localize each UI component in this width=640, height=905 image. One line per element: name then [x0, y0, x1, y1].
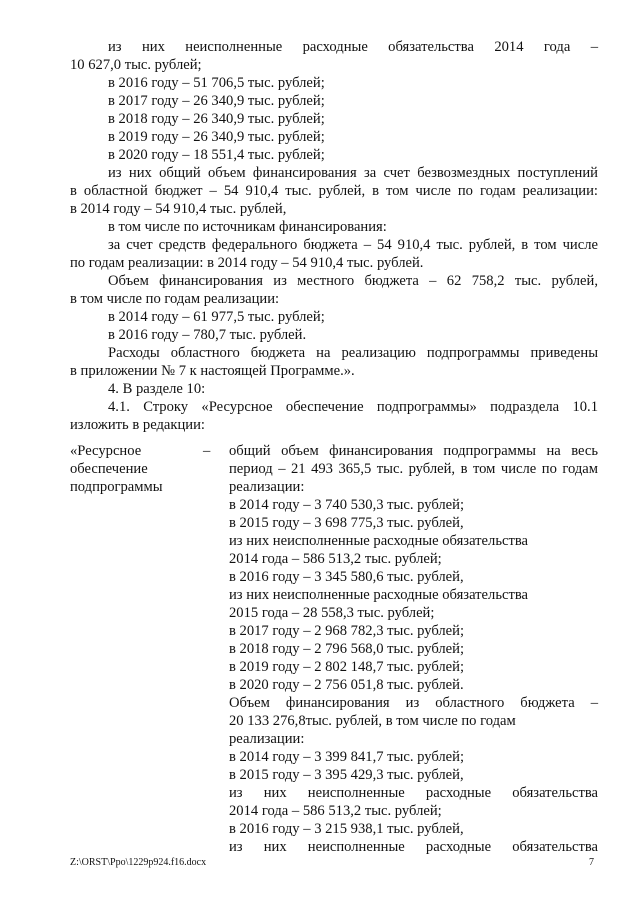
table-value-line: 20 133 276,8тыс. рублей, в том числе по годам — [229, 713, 516, 729]
text-line: из них общий объем финансирования за счет безвозмездных поступлений — [108, 165, 598, 181]
text-line: в том числе по источникам финансирования: — [108, 219, 387, 235]
table-value-line: в 2020 году – 2 756 051,8 тыс. рублей. — [229, 677, 464, 693]
text-line: в 2014 году – 61 977,5 тыс. рублей; — [108, 309, 325, 325]
text-line: 4. В разделе 10: — [108, 381, 206, 397]
table-value-line: 2014 года – 586 513,2 тыс. рублей; — [229, 551, 442, 567]
text-line: изложить в редакции: — [70, 417, 205, 433]
text-line: по годам реализации: в 2014 году – 54 910,4 тыс. рублей. — [70, 255, 424, 271]
table-value-line: Объем финансирования из областного бюджета – — [229, 695, 598, 711]
footer-page-number: 7 — [589, 857, 594, 868]
text-line: 4.1. Строку «Ресурсное обеспечение подпрограммы» подраздела 10.1 — [108, 399, 598, 415]
table-value-line: в 2014 году – 3 740 530,3 тыс. рублей; — [229, 497, 465, 513]
text-line: в 2017 году – 26 340,9 тыс. рублей; — [108, 93, 325, 109]
table-label-line: подпрограммы — [70, 479, 163, 495]
table-value-line: период – 21 493 365,5 тыс. рублей, в том числе по годам — [229, 461, 598, 477]
text-line: Объем финансирования из местного бюджета – 62 758,2 тыс. рублей, — [108, 273, 598, 289]
text-line: в 2016 году – 780,7 тыс. рублей. — [108, 327, 307, 343]
table-value-line: общий объем финансирования подпрограммы на весь — [229, 443, 598, 459]
text-line: в 2020 году – 18 551,4 тыс. рублей; — [108, 147, 325, 163]
text-line: в приложении № 7 к настоящей Программе.». — [70, 363, 355, 379]
table-value-line: 2014 года – 586 513,2 тыс. рублей; — [229, 803, 442, 819]
table-value-line: из них неисполненные расходные обязательства — [229, 839, 598, 855]
table-label-line: «Ресурсное — [70, 443, 142, 459]
text-line: в 2019 году – 26 340,9 тыс. рублей; — [108, 129, 325, 145]
table-value-line: в 2015 году – 3 698 775,3 тыс. рублей, — [229, 515, 464, 531]
table-value-line: из них неисполненные расходные обязательства — [229, 785, 598, 801]
table-value-line: в 2018 году – 2 796 568,0 тыс. рублей; — [229, 641, 465, 657]
table-value-line: реализации: — [229, 731, 305, 747]
table-value-line: в 2019 году – 2 802 148,7 тыс. рублей; — [229, 659, 465, 675]
table-dash: – — [203, 443, 211, 459]
text-line: из них неисполненные расходные обязательства 2014 года – — [108, 39, 598, 55]
table-value-line: в 2015 году – 3 395 429,3 тыс. рублей, — [229, 767, 464, 783]
table-value-line: 2015 года – 28 558,3 тыс. рублей; — [229, 605, 435, 621]
text-line: в 2018 году – 26 340,9 тыс. рублей; — [108, 111, 325, 127]
text-line: в том числе по годам реализации: — [70, 291, 280, 307]
table-value-line: реализации: — [229, 479, 305, 495]
text-line: в 2016 году – 51 706,5 тыс. рублей; — [108, 75, 325, 91]
text-line: 10 627,0 тыс. рублей; — [70, 57, 202, 73]
text-line: в 2014 году – 54 910,4 тыс. рублей, — [70, 201, 287, 217]
footer-file-path: Z:\ORST\Ppo\1229p924.f16.docx — [70, 857, 207, 868]
text-line: Расходы областного бюджета на реализацию подпрограммы приведены — [108, 345, 598, 361]
text-line: в областной бюджет – 54 910,4 тыс. рублей, в том числе по годам реализации: — [70, 183, 598, 199]
table-value-line: в 2016 году – 3 345 580,6 тыс. рублей, — [229, 569, 464, 585]
table-value-line: в 2016 году – 3 215 938,1 тыс. рублей, — [229, 821, 464, 837]
table-label-line: обеспечение — [70, 461, 148, 477]
text-line: за счет средств федерального бюджета – 54 910,4 тыс. рублей, в том числе — [108, 237, 598, 253]
table-value-line: в 2017 году – 2 968 782,3 тыс. рублей; — [229, 623, 465, 639]
table-value-line: из них неисполненные расходные обязательства — [229, 533, 528, 549]
table-value-line: из них неисполненные расходные обязательства — [229, 587, 528, 603]
table-value-line: в 2014 году – 3 399 841,7 тыс. рублей; — [229, 749, 465, 765]
